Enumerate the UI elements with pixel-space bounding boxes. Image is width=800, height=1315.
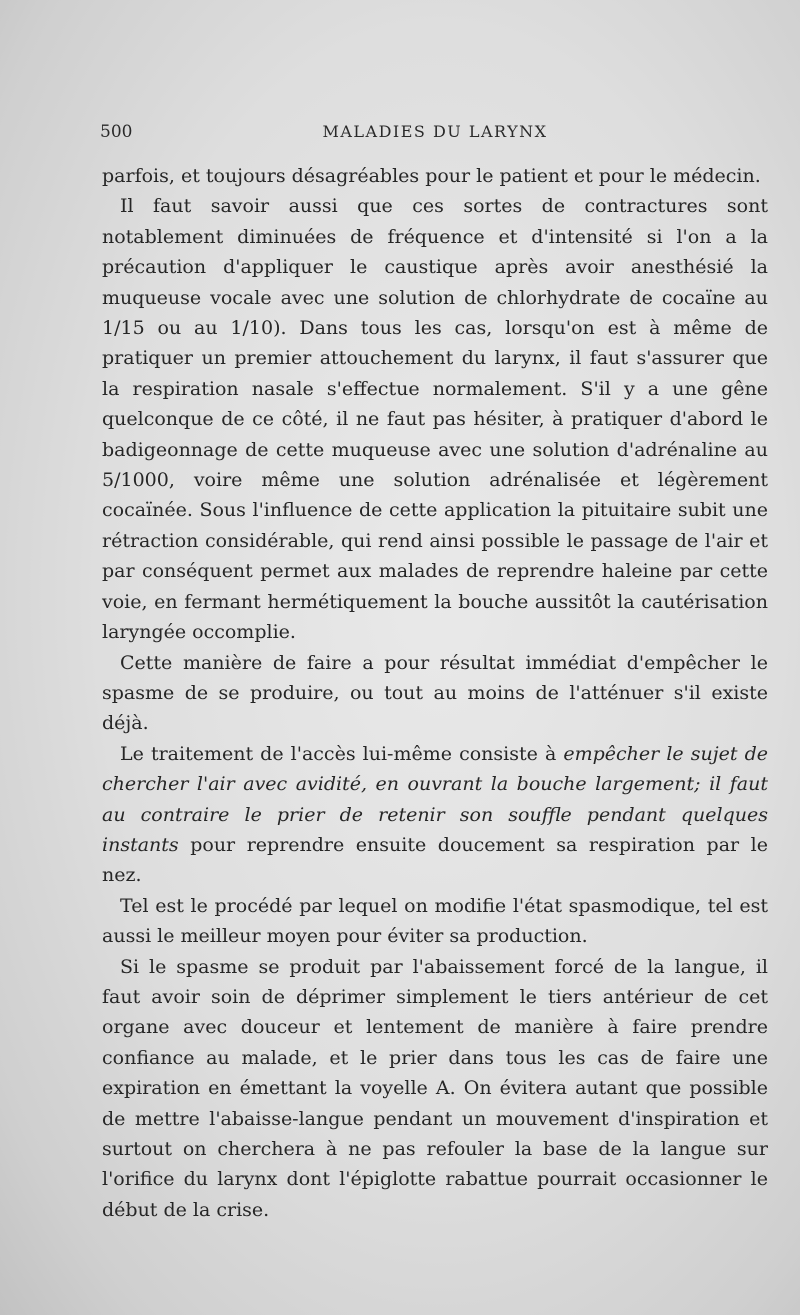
running-title: MALADIES DU LARYNX [322,122,548,141]
paragraph-procedure: Tel est le procédé par lequel on modifie l'état spasmodique, tel est aussi le meilleur moyen pour éviter sa production. [102,894,768,948]
paragraph-continuation: parfois, et toujours désagréables pour le patient et pour le médecin. [102,165,761,187]
paragraph-contractures: Il faut savoir aussi que ces sortes de contractures sont notablement diminuées de fréquence et d'intensité si l'on a la précaution d'appliquer le caustique après avoir anesthésié la muqueuse vocale avec une solution de chlorhydrate de cocaïne au 1/15 ou au 1/10). Dans tous les cas, lorsqu'on est à même de pratiquer un premier attouchement du larynx, il faut s'assurer que la respiration nasale s'effectue normalement. S'il y a une gêne quelconque de ce côté, il ne faut pas hésiter, à pratiquer d'abord le badigeonnage de cette muqueuse avec une solution d'adrénaline au 5/1000, voire même une solution adrénalisée et légèrement cocaïnée. Sous l'influence de cette application la pituitaire subit une rétraction considérable, qui rend ainsi possible le passage de l'air et par conséquent permet aux malades de reprendre haleine par cette voie, en fermant hermétiquement la bouche aussitôt la cautérisation laryngée occomplie. [102,195,768,644]
paragraph-treatment [102,739,768,891]
paragraph-method-result: Cette manière de faire a pour résultat immédiat d'empêcher le spasme de se produire, ou tout au moins de l'atténuer s'il existe déjà. [102,651,768,735]
running-head [100,122,770,152]
treatment-italic-text: empêcher le sujet de chercher l'air avec avidité, en ouvrant la bouche largement; il faut au contraire le prier de retenir son souffle pendant quelques instants [102,742,768,856]
paragraph-tongue-spasm: Si le spasme se produit par l'abaissement forcé de la langue, il faut avoir soin de déprimer simplement le tiers antérieur de cet organe avec douceur et lentement de manière à faire prendre confiance au malade, et le prier dans tous les cas de faire une expiration en émettant la voyelle A. On évitera autant que possible de mettre l'abaisse-langue pendant un mouvement d'inspiration et surtout on cherchera à ne pas refouler la base de la langue sur l'orifice du larynx dont l'épiglotte rabattue pourrait occasionner le début de la crise. [102,955,768,1221]
body-text [102,161,768,1225]
treatment-text-before: Le traitement de l'accès lui-même consiste à [120,742,564,765]
treatment-text-after: pour reprendre ensuite doucement sa respiration par le nez. [102,833,768,887]
page-number: 500 [100,122,133,142]
